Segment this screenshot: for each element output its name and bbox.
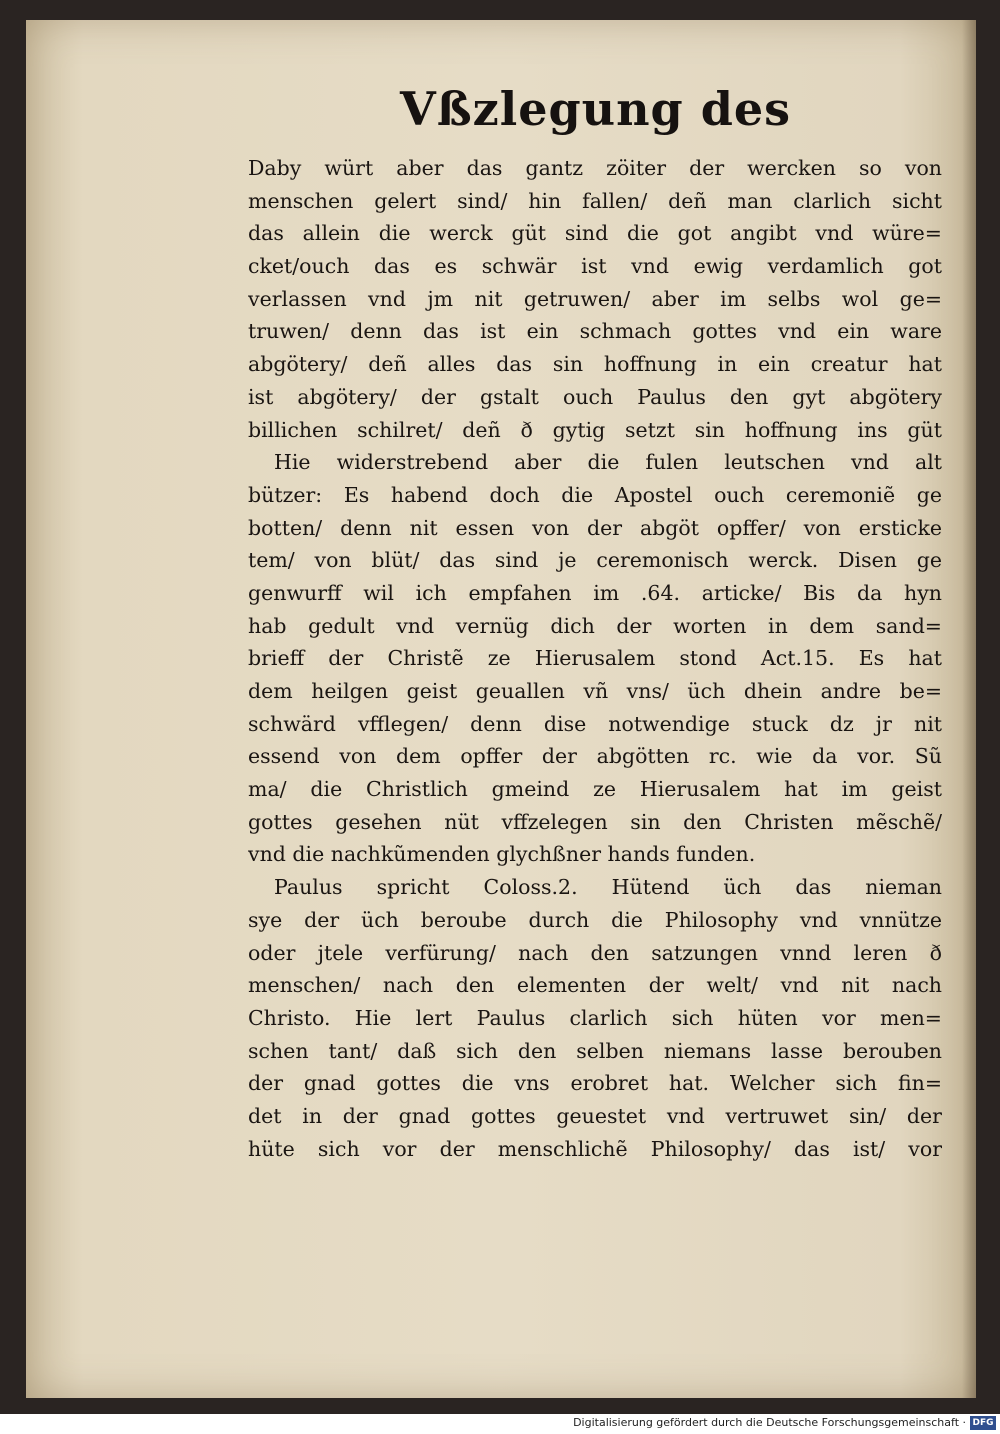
- text-line: genwurff wil ich empfahen im .64. articke/ Bis da hyn: [248, 580, 942, 605]
- text-line: das allein die werck güt sind die got angibt vnd würe=: [248, 221, 942, 246]
- text-line: Christo. Hie lert Paulus clarlich sich hüten vor men=: [248, 1005, 942, 1030]
- body-text: [248, 152, 942, 1165]
- page-heading: Vßzlegung des: [400, 82, 792, 136]
- text-line: tem/ von blüt/ das sind je ceremonisch werck. Disen ge: [248, 548, 942, 573]
- text-line: vnd die nachkũmenden glychßner hands funden.: [248, 842, 756, 867]
- text-line: verlassen vnd jm nit getruwen/ aber im selbs wol ge=: [248, 286, 942, 311]
- text-line: der gnad gottes die vns erobret hat. Welcher sich fin=: [248, 1071, 942, 1096]
- text-line: oder jtele verfürung/ nach den satzungen vnnd leren ð: [248, 940, 942, 965]
- text-line: hüte sich vor der menschlichẽ Philosophy/ das ist/ vor: [248, 1136, 942, 1161]
- funding-credit: Digitalisierung gefördert durch die Deutsche Forschungsgemeinschaft ·: [573, 1416, 966, 1429]
- text-line: Hie widerstrebend aber die fulen leutschen vnd alt: [274, 450, 942, 475]
- page-edge-shadow: [962, 20, 976, 1398]
- text-line: cket/ouch das es schwär ist vnd ewig verdamlich got: [248, 254, 942, 279]
- text-line: truwen/ denn das ist ein schmach gottes vnd ein ware: [248, 319, 942, 344]
- footer-bar: [0, 1414, 1000, 1434]
- text-line: schwärd vfflegen/ denn dise notwendige stuck dz jr nit: [248, 711, 942, 736]
- text-line: essend von dem opffer der abgötten rc. wie da vor. Sũ: [248, 744, 942, 769]
- text-line: abgötery/ deñ alles das sin hoffnung in ein creatur hat: [248, 352, 942, 377]
- text-line: sye der üch beroube durch die Philosophy vnd vnnütze: [248, 907, 942, 932]
- text-line: schen tant/ daß sich den selben niemans lasse berouben: [248, 1038, 942, 1063]
- text-line: Paulus spricht Coloss.2. Hütend üch das nieman: [274, 875, 942, 900]
- text-line: brieff der Christẽ ze Hierusalem stond Act.15. Es hat: [248, 646, 942, 671]
- text-line: bützer: Es habend doch die Apostel ouch ceremoniẽ ge: [248, 482, 942, 507]
- text-line: ist abgötery/ der gstalt ouch Paulus den gyt abgötery: [248, 384, 942, 409]
- text-line: menschen/ nach den elementen der welt/ vnd nit nach: [248, 973, 942, 998]
- text-line: det in der gnad gottes geuestet vnd vertruwet sin/ der: [248, 1103, 942, 1128]
- text-line: menschen gelert sind/ hin fallen/ deñ man clarlich sicht: [248, 188, 942, 213]
- text-line: Daby würt aber das gantz zöiter der wercken so von: [248, 156, 942, 180]
- text-line: gottes gesehen nüt vffzelegen sin den Christen mẽschẽ/: [248, 809, 942, 834]
- text-line: billichen schilret/ deñ ð gytig setzt sin hoffnung ins güt: [248, 417, 942, 442]
- text-line: botten/ denn nit essen von der abgöt opffer/ von ersticke: [248, 515, 942, 540]
- text-line: hab gedult vnd vernüg dich der worten in dem sand=: [248, 613, 942, 638]
- text-line: dem heilgen geist geuallen vñ vns/ üch dhein andre be=: [248, 679, 942, 703]
- dfg-logo-icon: DFG: [970, 1416, 996, 1430]
- text-line: ma/ die Christlich gmeind ze Hierusalem hat im geist: [248, 777, 942, 802]
